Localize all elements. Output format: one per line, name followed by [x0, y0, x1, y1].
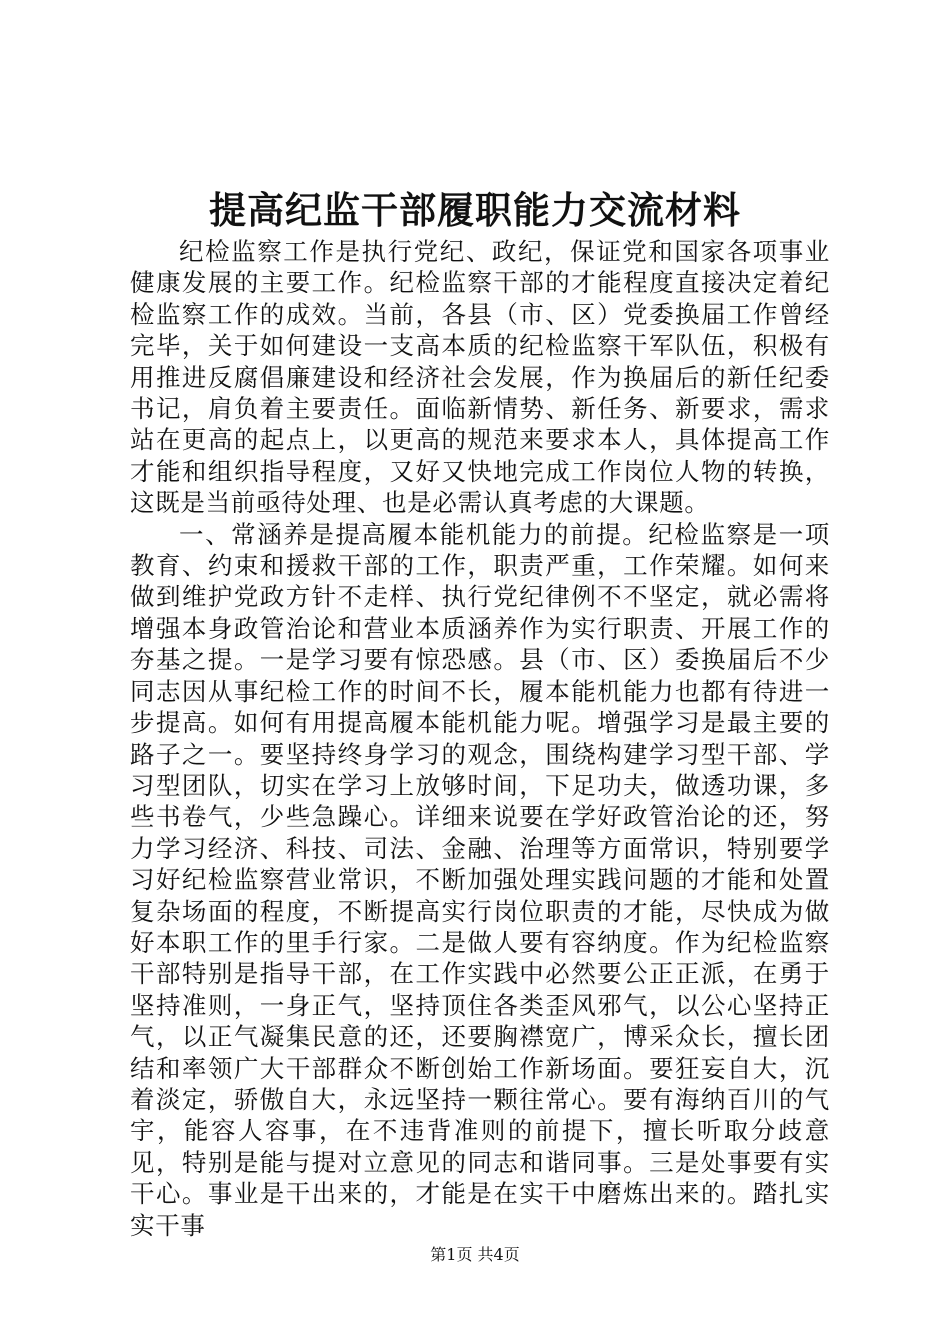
page-number-footer: 第1页 共4页 [430, 1245, 520, 1264]
paragraph-section-one: 一、常涵养是提高履本能机能力的前提。纪检监察是一项教育、约束和援救干部的工作，职责严重，工作荣耀。如何来做到维护党政方针不走样、执行党纪律例不不坚定，就必需将增强本身政管治论和营业本质涵养作为实行职责、开展工作的夯基之提。一是学习要有惊恐感。县（市、区）委换届后不少同志因从事纪检工作的时间不长，履本能机能力也都有待进一步提高。如何有用提高履本能机能力呢。增强学习是最主要的路子之一。要坚持终身学习的观念，围绕构建学习型干部、学习型团队，切实在学习上放够时间，下足功夫，做透功课，多些书卷气，少些急躁心。详细来说要在学好政管治论的还，努力学习经济、科技、司法、金融、治理等方面常识，特别要学习好纪检监察营业常识，不断加强处理实践问题的才能和处置复杂场面的程度，不断提高实行岗位职责的才能，尽快成为做好本职工作的里手行家。二是做人要有容纳度。作为纪检监察干部特别是指导干部，在工作实践中必然要公正正派，在勇于坚持准则，一身正气，坚持顶住各类歪风邪气，以公心坚持正气，以正气凝集民意的还，还要胸襟宽广，博采众长，擅长团结和率领广大干部群众不断创始工作新场面。要狂妄自大，沉着淡定，骄傲自大，永远坚持一颗往常心。要有海纳百川的气宇，能容人容事，在不违背准则的前提下，擅长听取分歧意见，特别是能与提对立意见的同志和谐同事。三是处事要有实干心。事业是干出来的，才能是在实干中磨炼出来的。踏扎实实干事 [130, 519, 830, 1240]
document-body [130, 236, 830, 1241]
paragraph-intro: 纪检监察工作是执行党纪、政纪，保证党和国家各项事业健康发展的主要工作。纪检监察干部的才能程度直接决定着纪检监察工作的成效。当前，各县（市、区）党委换届工作曾经完毕，关于如何建设一支高本质的纪检监察干军队伍，积极有用推进反腐倡廉建设和经济社会发展，作为换届后的新任纪委书记，肩负着主要责任。面临新情势、新任务、新要求，需求站在更高的起点上，以更高的规范来要求本人，具体提高工作才能和组织指导程度，又好又快地完成工作岗位人物的转换，这既是当前亟待处理、也是必需认真考虑的大课题。 [130, 237, 830, 518]
page-title: 提高纪监干部履职能力交流材料 [209, 188, 741, 232]
